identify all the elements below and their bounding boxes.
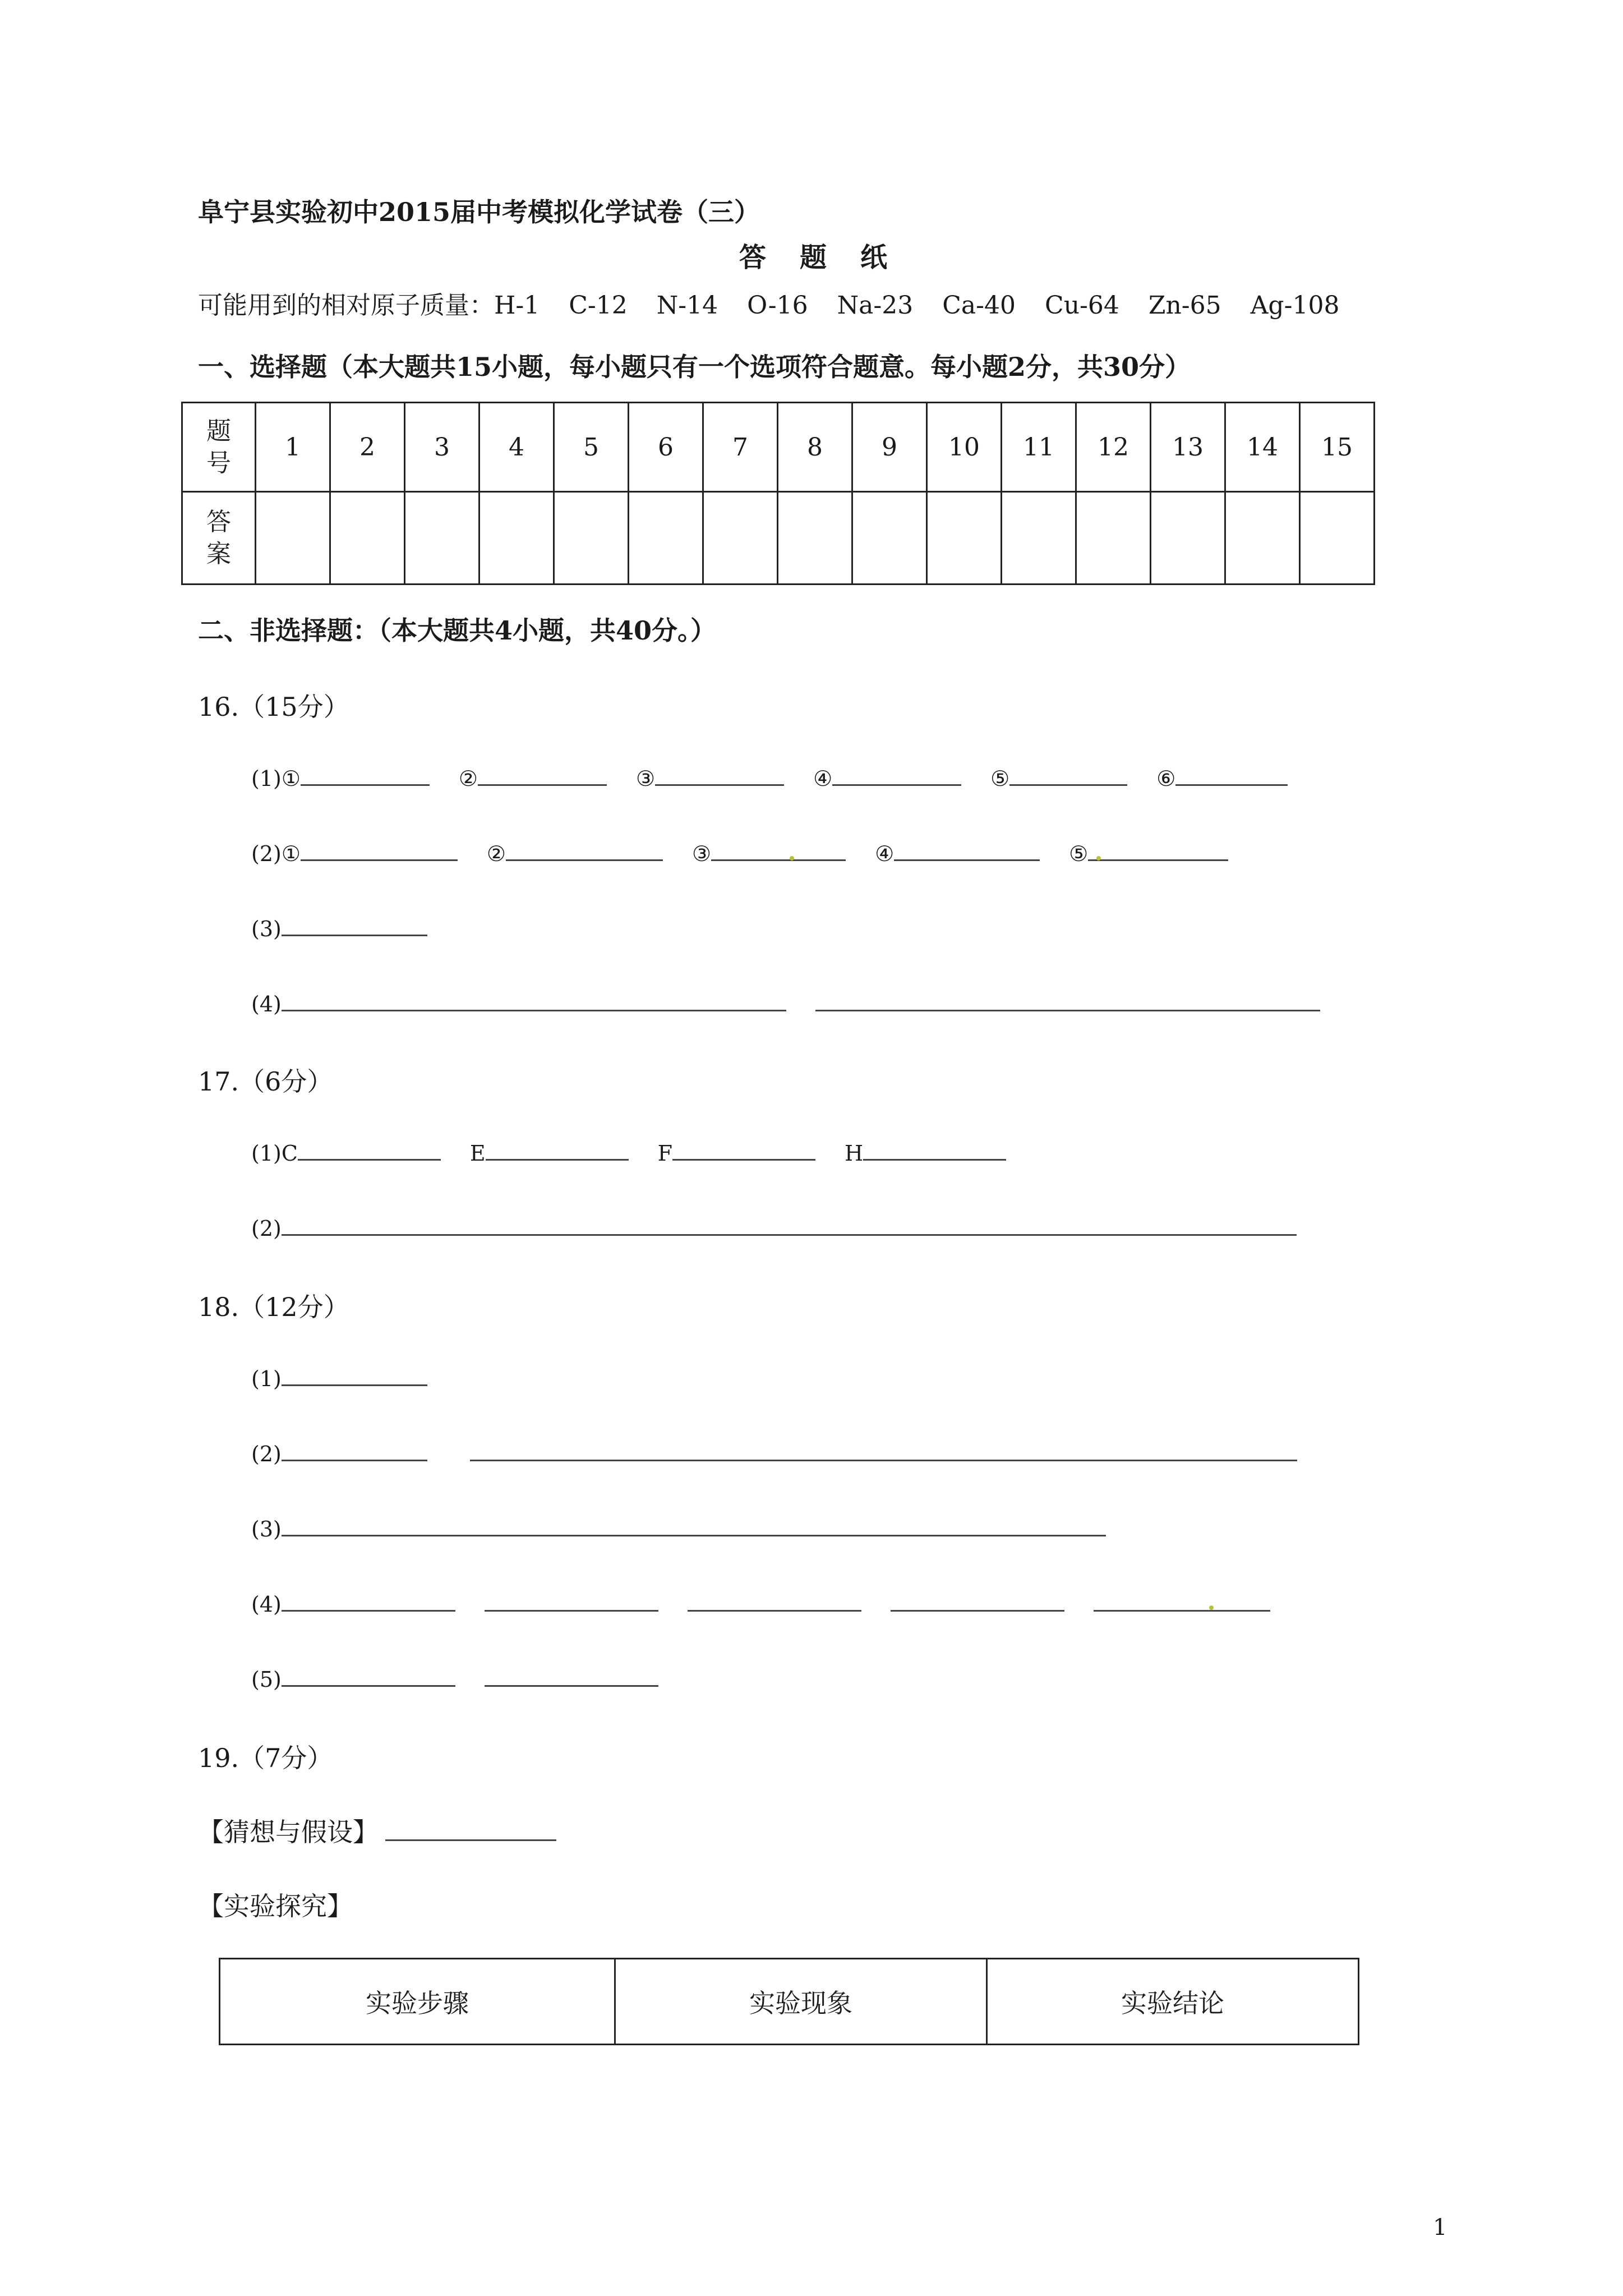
answer-header — [182, 492, 256, 585]
header-text: 答案 — [206, 507, 231, 568]
q16-part4 — [251, 987, 1320, 1016]
answer-blank[interactable] — [301, 837, 458, 861]
header-text: 题号 — [206, 416, 231, 477]
atomic-masses — [198, 285, 1339, 321]
answer-blank[interactable] — [688, 1588, 861, 1612]
blank-label: ② — [458, 766, 478, 791]
answer-cell[interactable] — [479, 492, 554, 585]
answer-blank[interactable] — [1088, 837, 1228, 861]
q18-part1 — [251, 1362, 427, 1391]
qnum-cell: 1 — [256, 403, 330, 492]
qnum-cell: 15 — [1300, 403, 1375, 492]
answer-blank[interactable] — [485, 1663, 658, 1687]
answer-cell[interactable] — [405, 492, 479, 585]
exp-header-conclusion: 实验结论 — [987, 1959, 1359, 2045]
exp-header-steps: 实验步骤 — [220, 1959, 615, 2045]
answer-cell[interactable] — [256, 492, 330, 585]
answer-blank[interactable] — [863, 1137, 1006, 1161]
question-number-header — [182, 403, 256, 492]
exp-header-phenomena: 实验现象 — [615, 1959, 987, 2045]
experiment-table — [219, 1958, 1359, 2045]
part-label: (5) — [251, 1667, 282, 1692]
qnum-cell: 2 — [330, 403, 405, 492]
mcq-answer-table — [181, 402, 1375, 585]
answer-cell[interactable] — [1002, 492, 1076, 585]
mass-h: H-1 — [494, 291, 540, 320]
answer-blank[interactable] — [298, 1137, 441, 1161]
q18-part3 — [251, 1512, 1106, 1542]
scan-speck — [1096, 856, 1101, 861]
qnum-cell: 13 — [1151, 403, 1225, 492]
answer-blank[interactable] — [470, 1437, 1297, 1461]
answer-cell[interactable] — [1300, 492, 1375, 585]
q19-heading: 19.（7分） — [198, 1743, 333, 1773]
q19-hypothesis — [198, 1812, 556, 1849]
part-label: (1) — [251, 1141, 282, 1166]
answer-blank[interactable] — [282, 1362, 427, 1386]
qnum-cell: 3 — [405, 403, 479, 492]
qnum-cell: 6 — [629, 403, 703, 492]
answer-blank[interactable] — [891, 1588, 1064, 1612]
blank-label: ④ — [875, 841, 895, 866]
q18-part2 — [251, 1437, 1297, 1466]
mass-zn: Zn-65 — [1148, 291, 1221, 320]
answer-blank[interactable] — [282, 1663, 455, 1687]
answer-blank[interactable] — [282, 1212, 1297, 1236]
blank-label: ③ — [635, 766, 656, 791]
blank-label: ② — [486, 841, 506, 866]
part-label: (4) — [251, 1592, 282, 1617]
answer-cell[interactable] — [1225, 492, 1300, 585]
answer-blank[interactable] — [655, 762, 784, 786]
section2-heading: 二、非选择题：（本大题共4小题，共40分。） — [198, 615, 717, 646]
exam-title: 阜宁县实验初中2015届中考模拟化学试卷（三） — [198, 197, 760, 227]
answer-blank[interactable] — [832, 762, 961, 786]
part-label: (3) — [251, 1517, 282, 1542]
blank-label: ① — [281, 766, 301, 791]
scan-speck — [790, 856, 794, 861]
blank-label: ⑤ — [990, 766, 1010, 791]
qnum-cell: 12 — [1076, 403, 1151, 492]
answer-cell[interactable] — [629, 492, 703, 585]
mass-n: N-14 — [656, 291, 718, 320]
blank-label: ⑥ — [1156, 766, 1176, 791]
answer-blank[interactable] — [815, 987, 1320, 1011]
qnum-cell: 10 — [927, 403, 1002, 492]
answer-sheet-subtitle: 答题纸 — [739, 242, 921, 273]
mass-o: O-16 — [747, 291, 808, 320]
answer-blank[interactable] — [672, 1137, 815, 1161]
part-label: (2) — [251, 1442, 282, 1466]
answer-blank[interactable] — [282, 1437, 427, 1461]
q17-part1 — [251, 1137, 1006, 1166]
answer-cell[interactable] — [852, 492, 927, 585]
qnum-cell: 8 — [778, 403, 852, 492]
mass-ag: Ag-108 — [1250, 291, 1340, 320]
q16-part2 — [251, 837, 1228, 866]
mass-na: Na-23 — [837, 291, 914, 320]
q18-heading: 18.（12分） — [198, 1292, 349, 1322]
q16-part1 — [251, 762, 1288, 791]
answer-blank[interactable] — [485, 1588, 658, 1612]
q19-explore-label: 【实验探究】 — [198, 1891, 353, 1921]
answer-blank[interactable] — [385, 1817, 556, 1841]
masses-label: 可能用到的相对原子质量： — [198, 291, 494, 320]
part-label: (4) — [251, 992, 282, 1016]
blank-label: ③ — [691, 841, 712, 866]
answer-blank[interactable] — [282, 987, 786, 1011]
answer-cell[interactable] — [1151, 492, 1225, 585]
answer-blank[interactable] — [711, 837, 846, 861]
answer-blank[interactable] — [282, 912, 427, 936]
part-label: (3) — [251, 917, 282, 941]
section1-heading: 一、选择题（本大题共15小题，每小题只有一个选项符合题意。每小题2分，共30分） — [198, 352, 1191, 382]
q18-part4 — [251, 1588, 1270, 1617]
answer-blank[interactable] — [282, 1588, 455, 1612]
answer-blank[interactable] — [478, 762, 607, 786]
blank-label: ⑤ — [1069, 841, 1089, 866]
blank-label: F — [657, 1141, 673, 1166]
answer-blank[interactable] — [486, 1137, 629, 1161]
answer-blank[interactable] — [1009, 762, 1127, 786]
blank-label: H — [845, 1141, 864, 1166]
answer-cell[interactable] — [554, 492, 629, 585]
blank-label: C — [281, 1141, 298, 1166]
q18-part5 — [251, 1663, 658, 1692]
answer-cell[interactable] — [927, 492, 1002, 585]
answer-blank[interactable] — [1094, 1588, 1270, 1612]
answer-blank[interactable] — [301, 762, 430, 786]
answer-cell[interactable] — [778, 492, 852, 585]
qnum-cell: 14 — [1225, 403, 1300, 492]
page-number: 1 — [1433, 2215, 1447, 2240]
answer-blank[interactable] — [1175, 762, 1288, 786]
qnum-cell: 7 — [703, 403, 778, 492]
part-label: (2) — [251, 841, 282, 866]
part-label: (1) — [251, 1366, 282, 1391]
blank-label: ① — [281, 841, 301, 866]
answer-cell[interactable] — [703, 492, 778, 585]
answer-blank[interactable] — [894, 837, 1040, 861]
part-label: (2) — [251, 1216, 282, 1241]
scan-speck — [1209, 1605, 1214, 1610]
qnum-cell: 11 — [1002, 403, 1076, 492]
q16-heading: 16.（15分） — [198, 692, 349, 722]
blank-label: E — [469, 1141, 486, 1166]
hypothesis-label: 【猜想与假设】 — [198, 1817, 379, 1847]
answer-blank[interactable] — [282, 1512, 1106, 1536]
q16-part3 — [251, 912, 427, 941]
answer-cell[interactable] — [1076, 492, 1151, 585]
qnum-cell: 4 — [479, 403, 554, 492]
answer-blank[interactable] — [506, 837, 663, 861]
q17-heading: 17.（6分） — [198, 1066, 333, 1097]
qnum-cell: 5 — [554, 403, 629, 492]
mass-cu: Cu-64 — [1045, 291, 1119, 320]
answer-cell[interactable] — [330, 492, 405, 585]
part-label: (1) — [251, 766, 282, 791]
q17-part2 — [251, 1212, 1297, 1241]
blank-label: ④ — [813, 766, 833, 791]
mass-ca: Ca-40 — [942, 291, 1016, 320]
mass-c: C-12 — [569, 291, 628, 320]
qnum-cell: 9 — [852, 403, 927, 492]
